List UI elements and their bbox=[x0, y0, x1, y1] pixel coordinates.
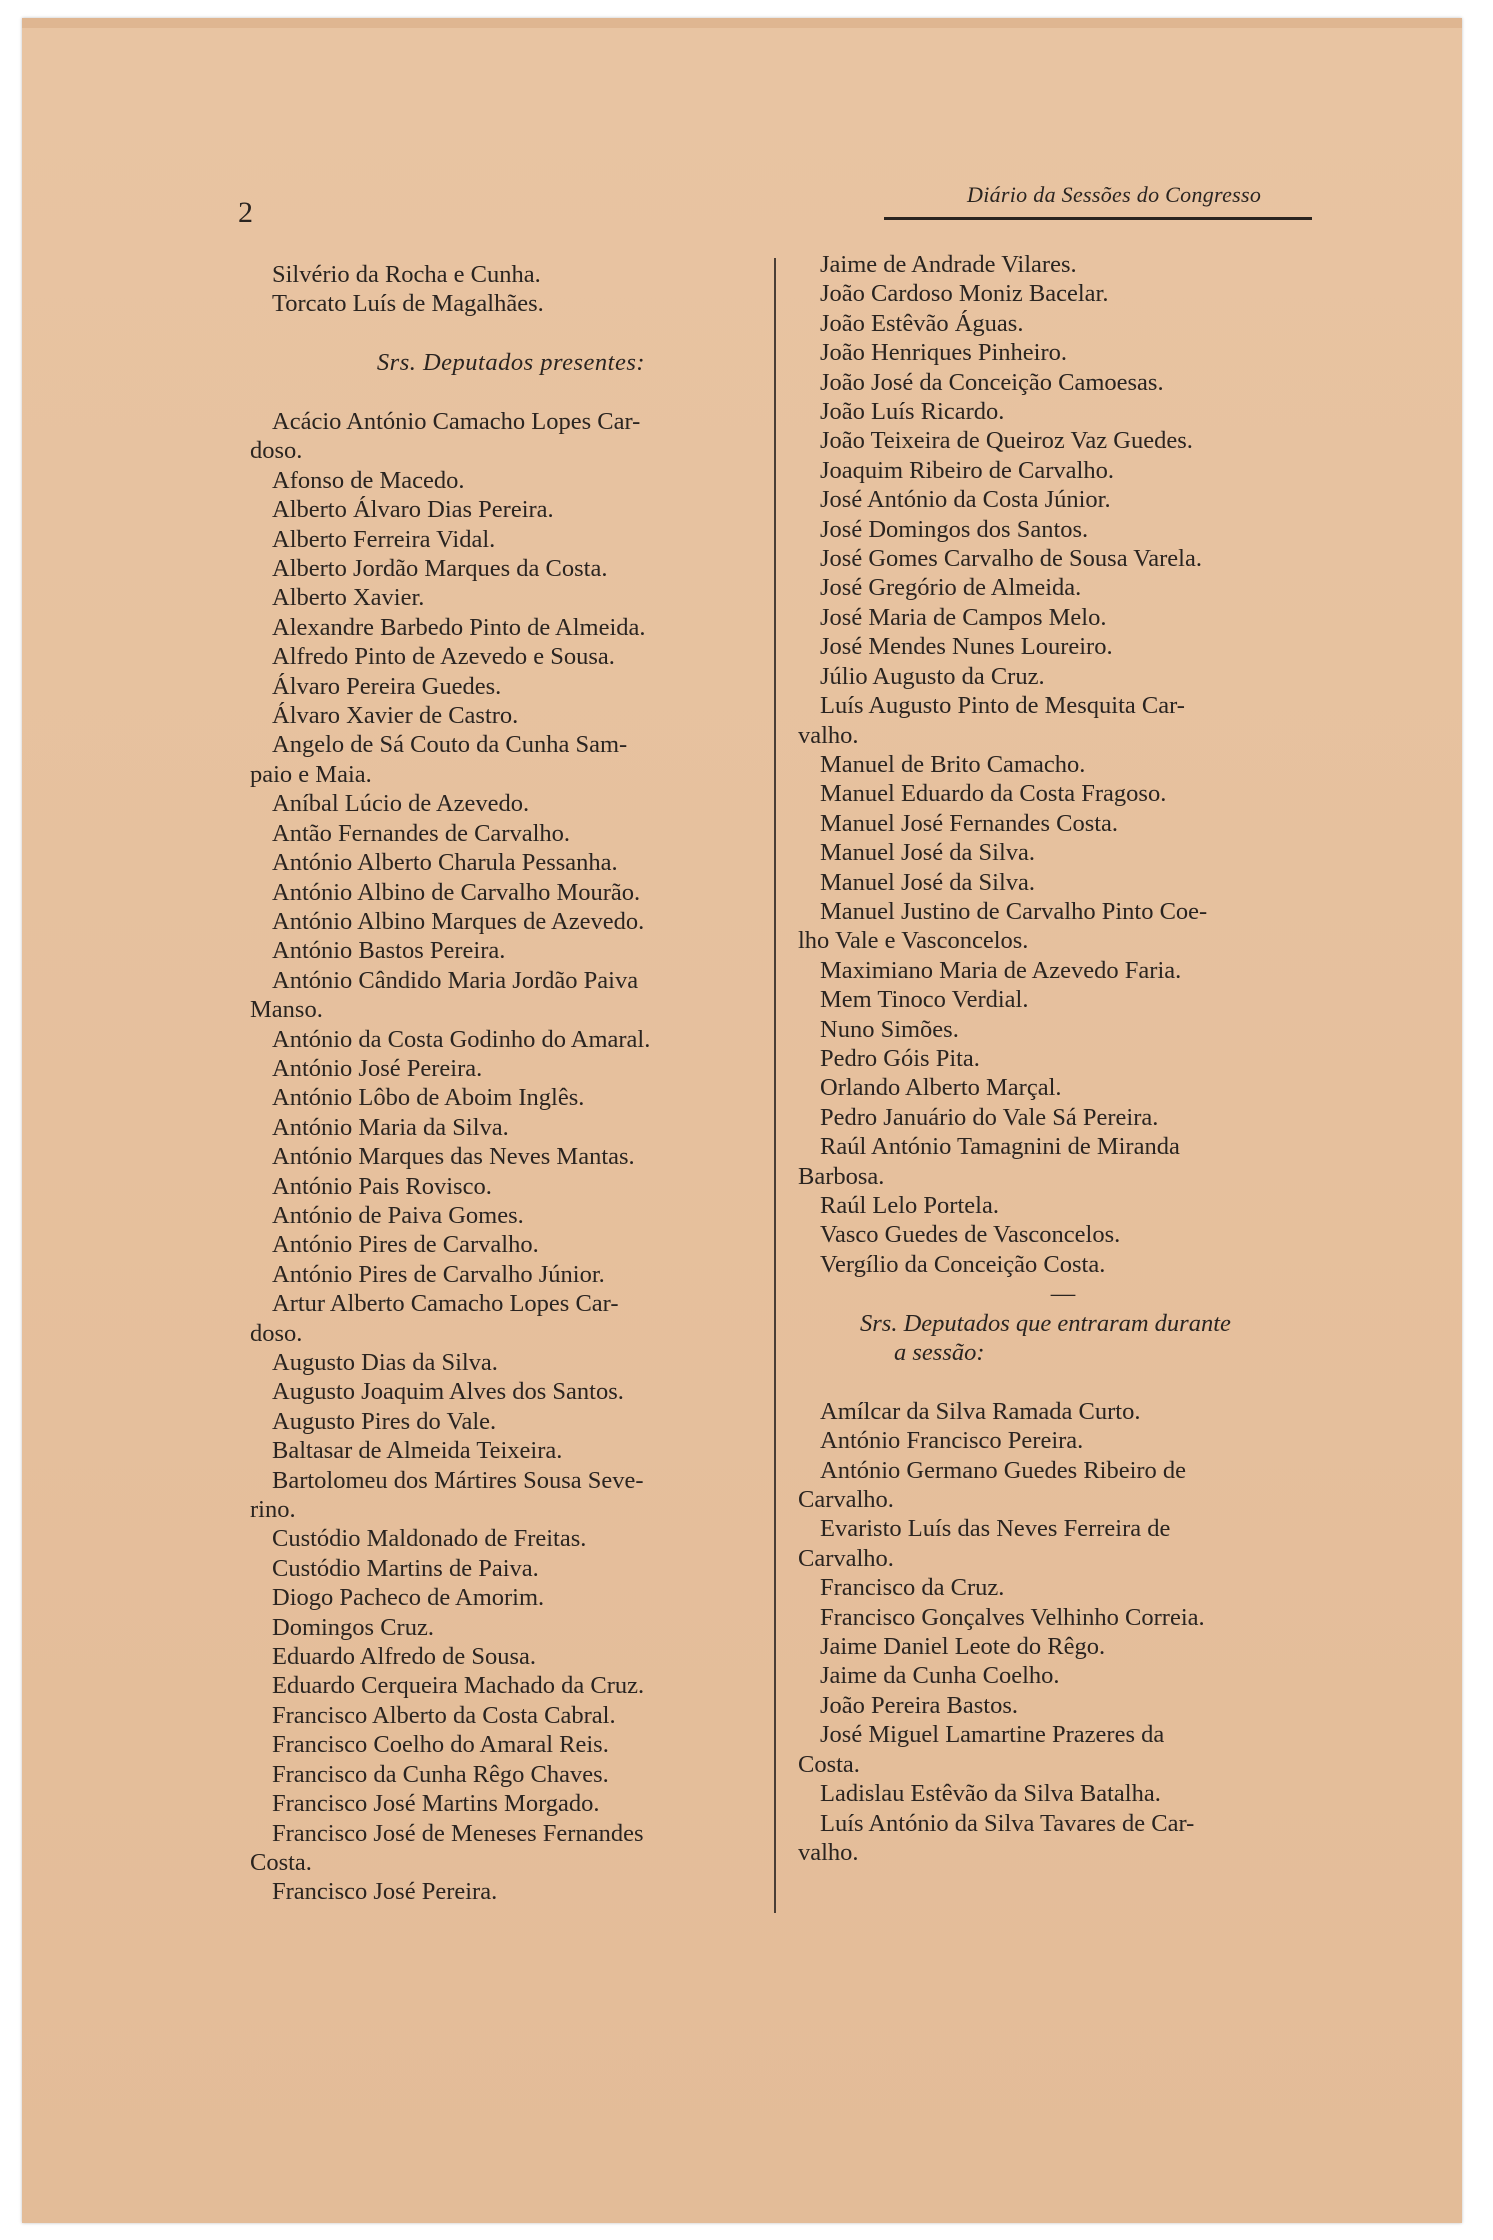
deputy-name: Custódio Maldonado de Freitas. bbox=[272, 1525, 587, 1553]
deputy-name: Francisco da Cunha Rêgo Chaves. bbox=[272, 1760, 609, 1788]
deputy-name: Jaime de Andrade Vilares. bbox=[820, 251, 1077, 278]
deputy-name: José Gomes Carvalho de Sousa Varela. bbox=[820, 545, 1202, 573]
deputy-name: Raúl António Tamagnini de Miranda bbox=[820, 1133, 1180, 1161]
left-column bbox=[250, 260, 772, 1907]
deputy-name: José Gregório de Almeida. bbox=[820, 574, 1082, 602]
deputy-name: Afonso de Macedo. bbox=[272, 466, 465, 494]
document-page bbox=[22, 18, 1462, 2223]
deputy-name: Vasco Guedes de Vasconcelos. bbox=[820, 1221, 1121, 1249]
name-continuation: doso. bbox=[250, 1319, 303, 1347]
deputy-name: António Cândido Maria Jordão Paiva bbox=[272, 966, 639, 994]
deputy-name: António Lôbo de Aboim Inglês. bbox=[272, 1084, 585, 1112]
name-continuation: doso. bbox=[250, 437, 303, 465]
deputy-name: Antão Fernandes de Carvalho. bbox=[272, 819, 570, 847]
deputy-name: Alberto Álvaro Dias Pereira. bbox=[272, 496, 554, 524]
deputy-name: Francisco José de Meneses Fernandes bbox=[272, 1819, 644, 1847]
deputy-name: António Albino Marques de Azevedo. bbox=[272, 907, 645, 935]
deputy-name: António Germano Guedes Ribeiro de bbox=[820, 1456, 1187, 1484]
deputy-name: Alberto Xavier. bbox=[272, 584, 425, 612]
deputy-name: Augusto Pires do Vale. bbox=[272, 1407, 497, 1435]
blank-line bbox=[250, 378, 772, 407]
deputy-name: Bartolomeu dos Mártires Sousa Seve- bbox=[272, 1466, 644, 1494]
name-continuation: Costa. bbox=[250, 1848, 312, 1876]
deputy-name: Jaime da Cunha Coelho. bbox=[820, 1662, 1060, 1690]
deputy-name: António Marques das Neves Mantas. bbox=[272, 1143, 635, 1171]
deputy-name: Francisco da Cruz. bbox=[820, 1574, 1005, 1602]
deputy-name: Alberto Jordão Marques da Costa. bbox=[272, 555, 608, 583]
name-continuation: Carvalho. bbox=[798, 1486, 894, 1514]
deputy-name: Álvaro Xavier de Castro. bbox=[272, 702, 519, 730]
deputy-name: Jaime Daniel Leote do Rêgo. bbox=[820, 1633, 1106, 1661]
deputy-name: Alfredo Pinto de Azevedo e Sousa. bbox=[272, 643, 615, 671]
deputy-name: Custódio Martins de Paiva. bbox=[272, 1554, 539, 1582]
blank-line bbox=[798, 1367, 1328, 1396]
deputy-name: Júlio Augusto da Cruz. bbox=[820, 662, 1045, 690]
deputy-name: João Teixeira de Queiroz Vaz Guedes. bbox=[820, 427, 1193, 455]
name-continuation: rino. bbox=[250, 1496, 296, 1524]
right-column bbox=[798, 250, 1328, 1867]
deputy-name: Torcato Luís de Magalhães. bbox=[272, 290, 544, 318]
deputy-name: Baltasar de Almeida Teixeira. bbox=[272, 1437, 563, 1465]
deputy-name: Manuel de Brito Camacho. bbox=[820, 750, 1086, 778]
column-divider bbox=[774, 258, 776, 1913]
deputy-name: Augusto Dias da Silva. bbox=[272, 1349, 498, 1376]
deputy-name: Manuel Eduardo da Costa Fragoso. bbox=[820, 780, 1167, 808]
running-header: Diário da Sessões do Congresso bbox=[967, 182, 1262, 207]
deputy-name: António Albino de Carvalho Mourão. bbox=[272, 878, 641, 906]
deputy-name: Francisco Gonçalves Velhinho Correia. bbox=[820, 1603, 1205, 1631]
deputy-name: Pedro Januário do Vale Sá Pereira. bbox=[820, 1103, 1159, 1131]
deputy-name: Francisco José Pereira. bbox=[272, 1878, 498, 1906]
name-continuation: Barbosa. bbox=[798, 1162, 885, 1190]
deputy-name: Domingos Cruz. bbox=[272, 1613, 434, 1641]
deputy-name: Maximiano Maria de Azevedo Faria. bbox=[820, 956, 1182, 984]
deputy-name: Artur Alberto Camacho Lopes Car- bbox=[272, 1290, 619, 1318]
deputy-name: António José Pereira. bbox=[272, 1054, 483, 1082]
name-continuation: lho Vale e Vasconcelos. bbox=[798, 927, 1029, 955]
section-heading: Srs. Deputados que entraram durante bbox=[860, 1309, 1231, 1337]
deputy-name: Acácio António Camacho Lopes Car- bbox=[272, 408, 641, 435]
deputy-name: Alberto Ferreira Vidal. bbox=[272, 525, 496, 553]
deputy-name: Manuel José da Silva. bbox=[820, 839, 1036, 867]
deputy-name: Francisco Alberto da Costa Cabral. bbox=[272, 1701, 616, 1729]
deputy-name: José Domingos dos Santos. bbox=[820, 515, 1089, 543]
deputy-name: António Pires de Carvalho Júnior. bbox=[272, 1260, 605, 1288]
section-separator: — bbox=[1050, 1280, 1076, 1308]
name-continuation: Manso. bbox=[250, 996, 323, 1024]
deputy-name: Álvaro Pereira Guedes. bbox=[272, 672, 502, 700]
deputy-name: António Bastos Pereira. bbox=[272, 937, 506, 965]
name-continuation: valho. bbox=[798, 721, 859, 749]
deputy-name: José Miguel Lamartine Prazeres da bbox=[820, 1721, 1165, 1749]
name-continuation: paio e Maia. bbox=[250, 760, 372, 788]
deputy-name: Mem Tinoco Verdial. bbox=[820, 986, 1029, 1014]
deputy-name: Angelo de Sá Couto da Cunha Sam- bbox=[272, 731, 628, 759]
deputy-name: António de Paiva Gomes. bbox=[272, 1201, 524, 1229]
deputy-name: Nuno Simões. bbox=[820, 1015, 959, 1043]
name-continuation: Carvalho. bbox=[798, 1544, 894, 1572]
deputy-name: Orlando Alberto Marçal. bbox=[820, 1074, 1062, 1102]
deputy-name: João Henriques Pinheiro. bbox=[820, 339, 1067, 367]
deputy-name: Pedro Góis Pita. bbox=[820, 1044, 980, 1072]
deputy-name: António Pires de Carvalho. bbox=[272, 1231, 539, 1259]
deputy-name: Eduardo Cerqueira Machado da Cruz. bbox=[272, 1672, 645, 1700]
deputy-name: José Maria de Campos Melo. bbox=[820, 603, 1107, 631]
header-rule bbox=[884, 217, 1312, 220]
deputy-name: Luís António da Silva Tavares de Car- bbox=[820, 1809, 1195, 1837]
section-heading: a sessão: bbox=[894, 1339, 985, 1367]
deputy-name: Diogo Pacheco de Amorim. bbox=[272, 1584, 545, 1612]
deputy-name: João Cardoso Moniz Bacelar. bbox=[820, 280, 1109, 308]
deputy-name: Raúl Lelo Portela. bbox=[820, 1192, 999, 1219]
deputy-name: Evaristo Luís das Neves Ferreira de bbox=[820, 1515, 1171, 1543]
deputy-name: Aníbal Lúcio de Azevedo. bbox=[272, 790, 530, 818]
deputy-name: Eduardo Alfredo de Sousa. bbox=[272, 1643, 536, 1671]
deputy-name: Amílcar da Silva Ramada Curto. bbox=[820, 1397, 1141, 1425]
deputy-name: Alexandre Barbedo Pinto de Almeida. bbox=[272, 613, 646, 641]
deputy-name: João Pereira Bastos. bbox=[820, 1691, 1018, 1719]
deputy-name: Francisco José Martins Morgado. bbox=[272, 1790, 600, 1818]
deputy-name: Silvério da Rocha e Cunha. bbox=[272, 261, 541, 288]
deputy-name: António Pais Rovisco. bbox=[272, 1172, 492, 1200]
deputy-name: Manuel José Fernandes Costa. bbox=[820, 809, 1119, 837]
deputy-name: Joaquim Ribeiro de Carvalho. bbox=[820, 456, 1114, 484]
section-heading: Srs. Deputados presentes: bbox=[376, 349, 646, 377]
blank-line bbox=[250, 319, 772, 348]
deputy-name: António Maria da Silva. bbox=[272, 1113, 509, 1141]
deputy-name: António Alberto Charula Pessanha. bbox=[272, 849, 618, 877]
deputy-name: Vergílio da Conceição Costa. bbox=[820, 1250, 1106, 1278]
deputy-name: Manuel José da Silva. bbox=[820, 868, 1036, 896]
deputy-name: António da Costa Godinho do Amaral. bbox=[272, 1025, 651, 1053]
name-continuation: valho. bbox=[798, 1838, 859, 1866]
deputy-name: João Luís Ricardo. bbox=[820, 398, 1005, 426]
deputy-name: Francisco Coelho do Amaral Reis. bbox=[272, 1731, 609, 1759]
deputy-name: Ladislau Estêvão da Silva Batalha. bbox=[820, 1780, 1161, 1808]
deputy-name: António Francisco Pereira. bbox=[820, 1427, 1084, 1455]
name-continuation: Costa. bbox=[798, 1750, 860, 1778]
deputy-name: João José da Conceição Camoesas. bbox=[820, 368, 1164, 396]
deputy-name: Augusto Joaquim Alves dos Santos. bbox=[272, 1378, 624, 1406]
deputy-name: José António da Costa Júnior. bbox=[820, 486, 1111, 514]
deputy-name: João Estêvão Águas. bbox=[820, 309, 1024, 337]
deputy-name: Luís Augusto Pinto de Mesquita Car- bbox=[820, 692, 1185, 720]
deputy-name: Manuel Justino de Carvalho Pinto Coe- bbox=[820, 897, 1208, 925]
page-number: 2 bbox=[238, 196, 253, 229]
deputy-name: José Mendes Nunes Loureiro. bbox=[820, 633, 1113, 661]
